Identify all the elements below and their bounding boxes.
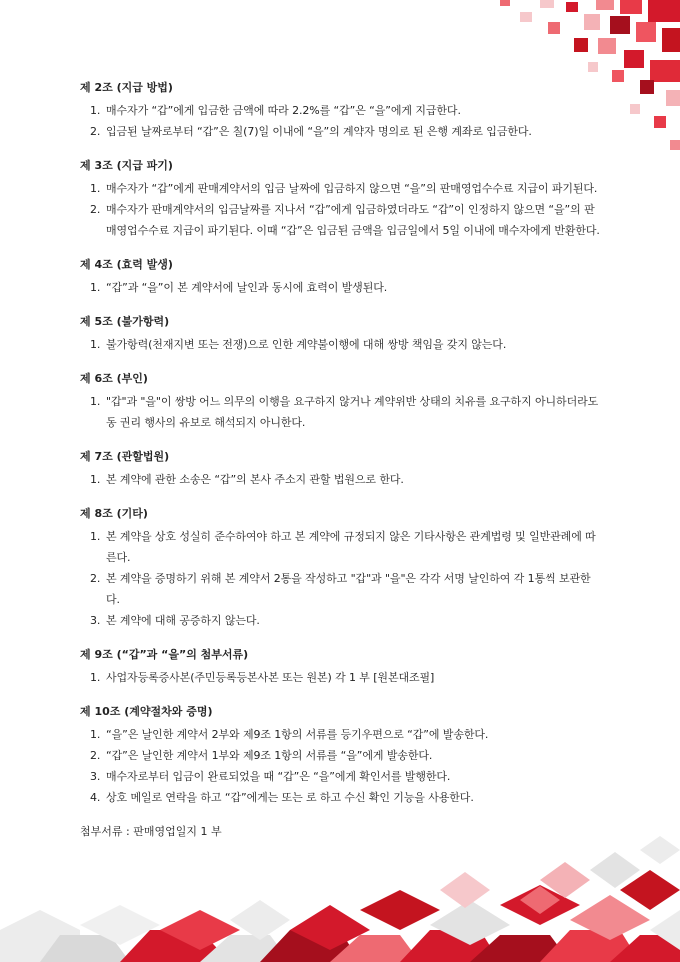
article-clause-list	[80, 667, 600, 688]
article-clause	[80, 121, 600, 142]
article-heading: 제 8조 (기타)	[80, 507, 148, 520]
article-section	[80, 156, 600, 241]
article-clause	[80, 667, 600, 688]
article-clause	[80, 334, 600, 355]
clause-number: 1.	[90, 281, 101, 294]
clause-number: 3.	[90, 614, 101, 627]
article-section	[80, 255, 600, 298]
contract-body	[80, 78, 600, 842]
clause-number: 1.	[90, 104, 101, 117]
clause-number: 3.	[90, 770, 101, 783]
article-clause-list	[80, 526, 600, 631]
article-clause-list	[80, 334, 600, 355]
clause-number: 1.	[90, 728, 101, 741]
article-clause	[80, 745, 600, 766]
article-clause	[80, 568, 600, 610]
clause-text: 입금된 날짜로부터 “갑”은 칠(7)일 이내에 “을”의 계약자 명의로 된 은행 계좌로 입금한다.	[106, 125, 532, 138]
article-clause	[80, 766, 600, 787]
article-heading: 제 4조 (효력 발생)	[80, 258, 173, 271]
article-section	[80, 504, 600, 631]
article-heading: 제 10조 (계약절차와 증명)	[80, 705, 213, 718]
article-clause	[80, 199, 600, 241]
clause-text: 본 계약에 대해 공증하지 않는다.	[106, 614, 260, 627]
clause-text: 매수자가 “갑”에게 판매계약서의 입금 날짜에 입금하지 않으면 “을”의 판매영업수수료 지급이 파기된다.	[106, 182, 598, 195]
article-clause-list	[80, 391, 600, 433]
clause-number: 2.	[90, 572, 101, 585]
article-section	[80, 702, 600, 808]
clause-number: 1.	[90, 473, 101, 486]
clause-text: 매수자가 판매계약서의 입금날짜를 지나서 “갑”에게 입금하였더라도 “갑”이 인정하지 않으면 “을”의 판매영업수수료 지급이 파기된다. 이때 “갑”은 입금된 금액을 입금일에서 5일 이내에 매수자에게 반환한다.	[106, 203, 600, 237]
attachment-note: 첨부서류 : 판매영업일지 1 부	[80, 825, 222, 838]
clause-text: 매수자가 “갑”에게 입금한 금액에 따라 2.2%를 “갑”은 “을”에게 지급한다.	[106, 104, 461, 117]
article-heading: 제 7조 (관할법원)	[80, 450, 170, 463]
clause-text: 불가항력(천재지변 또는 전쟁)으로 인한 계약불이행에 대해 쌍방 책임을 갖지 않는다.	[106, 338, 507, 351]
article-heading: 제 2조 (지급 방법)	[80, 81, 173, 94]
clause-number: 2.	[90, 203, 101, 216]
article-clause-list	[80, 100, 600, 142]
article-clause-list	[80, 178, 600, 241]
clause-text: “갑”과 “을”이 본 계약서에 날인과 동시에 효력이 발생된다.	[106, 281, 388, 294]
article-heading: 제 6조 (부인)	[80, 372, 148, 385]
clause-number: 1.	[90, 338, 101, 351]
article-clause	[80, 526, 600, 568]
article-heading: 제 3조 (지급 파기)	[80, 159, 173, 172]
clause-text: 본 계약을 상호 성실히 준수하여야 하고 본 계약에 규정되지 않은 기타사항은 관계법령 및 일반관례에 따른다.	[106, 530, 596, 564]
clause-text: "갑"과 "을"이 쌍방 어느 의무의 이행을 요구하지 않거나 계약위반 상태의 치유를 요구하지 아니하더라도 동 권리 행사의 유보로 해석되지 아니한다.	[106, 395, 599, 429]
article-clause	[80, 787, 600, 808]
article-clause	[80, 469, 600, 490]
clause-text: 본 계약에 관한 소송은 “갑”의 본사 주소지 관할 법원으로 한다.	[106, 473, 404, 486]
article-clause-list	[80, 469, 600, 490]
clause-number: 1.	[90, 530, 101, 543]
clause-text: 본 계약을 증명하기 위해 본 계약서 2통을 작성하고 "갑"과 "을"은 각각 서명 날인하여 각 1통씩 보관한다.	[106, 572, 591, 606]
bottom-cubes	[0, 836, 680, 962]
clause-number: 2.	[90, 125, 101, 138]
clause-text: 사업자등록증사본(주민등록등본사본 또는 원본) 각 1 부 [원본대조필]	[106, 671, 435, 684]
clause-text: “갑”은 날인한 계약서 1부와 제9조 1항의 서류를 “을”에게 발송한다.	[106, 749, 433, 762]
clause-number: 1.	[90, 395, 101, 408]
article-clause	[80, 178, 600, 199]
article-heading: 제 5조 (불가항력)	[80, 315, 170, 328]
article-clause	[80, 724, 600, 745]
article-clause	[80, 610, 600, 631]
article-section	[80, 369, 600, 433]
clause-number: 2.	[90, 749, 101, 762]
article-clause-list	[80, 724, 600, 808]
article-clause-list	[80, 277, 600, 298]
article-section	[80, 78, 600, 142]
article-clause	[80, 277, 600, 298]
article-section	[80, 447, 600, 490]
article-section	[80, 312, 600, 355]
clause-text: 매수자로부터 입금이 완료되었을 때 “갑”은 “을”에게 확인서를 발행한다.	[106, 770, 451, 783]
article-heading: 제 9조 (“갑”과 “을”의 첨부서류)	[80, 648, 249, 661]
article-section	[80, 645, 600, 688]
clause-text: “을”은 날인한 계약서 2부와 제9조 1항의 서류를 등기우편으로 “갑”에 발송한다.	[106, 728, 489, 741]
article-clause	[80, 100, 600, 121]
clause-number: 4.	[90, 791, 101, 804]
clause-text: 상호 메일로 연락을 하고 “갑”에게는 또는 로 하고 수신 확인 기능을 사용한다.	[106, 791, 474, 804]
clause-number: 1.	[90, 182, 101, 195]
clause-number: 1.	[90, 671, 101, 684]
article-clause	[80, 391, 600, 433]
